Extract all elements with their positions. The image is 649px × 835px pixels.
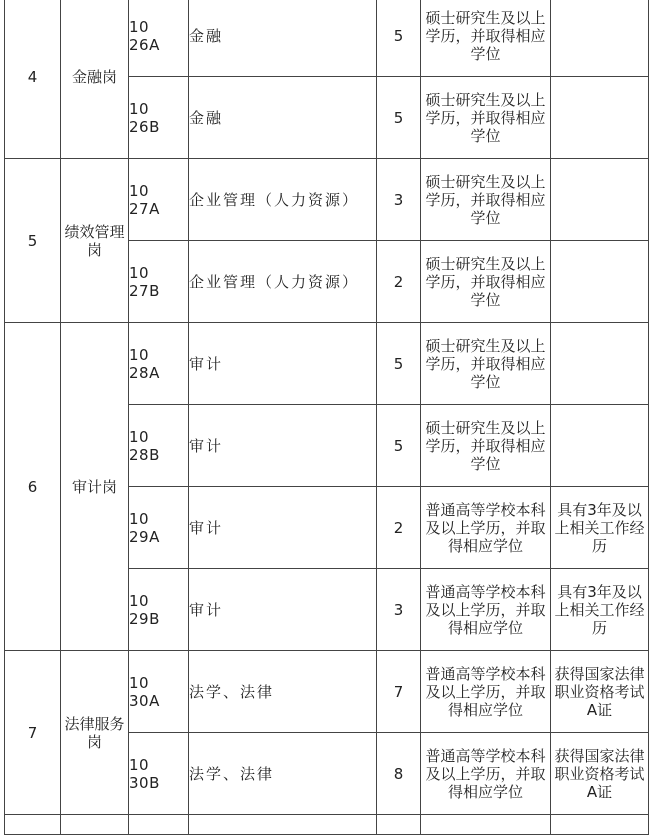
headcount-cell: 8 (377, 733, 421, 815)
table-row (5, 159, 649, 241)
post-code-cell (129, 159, 189, 241)
post-name-cell: 绩效管理岗 (61, 159, 129, 323)
education-cell: 硕士研究生及以上学历，并取得相应学位 (421, 323, 551, 405)
other-requirement-cell: 具有3年及以上相关工作经历 (551, 569, 649, 651)
post-code-suffix: 29A (129, 527, 160, 546)
education-cell: 普通高等学校本科及以上学历，并取得相应学位 (421, 733, 551, 815)
group-number-cell: 5 (5, 159, 61, 323)
table-row (5, 0, 649, 77)
major-cell: 审计 (189, 323, 377, 405)
major-cell: 审计 (189, 569, 377, 651)
education-cell: 硕士研究生及以上学历，并取得相应学位 (421, 0, 551, 77)
other-requirement-cell: 获得国家法律职业资格考试A证 (551, 733, 649, 815)
post-code-cell (129, 77, 189, 159)
major-cell: 法学、法律 (189, 733, 377, 815)
other-requirement-cell (551, 405, 649, 487)
post-code-prefix: 10 (129, 673, 150, 692)
education-cell: 硕士研究生及以上学历，并取得相应学位 (421, 241, 551, 323)
table-row (5, 651, 649, 733)
post-code-suffix: 29B (129, 609, 160, 628)
education-cell: 硕士研究生及以上学历，并取得相应学位 (421, 405, 551, 487)
other-requirement-cell (551, 77, 649, 159)
post-name-cell: 法律服务岗 (61, 651, 129, 815)
post-code-cell (129, 405, 189, 487)
headcount-cell: 7 (377, 651, 421, 733)
empty-cell (5, 815, 61, 835)
post-code-prefix: 10 (129, 17, 150, 36)
post-code-prefix: 10 (129, 509, 150, 528)
headcount-cell: 5 (377, 323, 421, 405)
empty-cell (129, 815, 189, 835)
post-code-prefix: 10 (129, 181, 150, 200)
major-cell: 企业管理（人力资源） (189, 159, 377, 241)
post-code-prefix: 10 (129, 263, 150, 282)
major-cell: 金融 (189, 0, 377, 77)
empty-cell (421, 815, 551, 835)
post-code-cell (129, 487, 189, 569)
other-requirement-cell (551, 0, 649, 77)
empty-cell (189, 815, 377, 835)
other-requirement-cell: 具有3年及以上相关工作经历 (551, 487, 649, 569)
group-number-cell: 6 (5, 323, 61, 651)
empty-cell (61, 815, 129, 835)
post-code-cell (129, 241, 189, 323)
education-cell: 普通高等学校本科及以上学历，并取得相应学位 (421, 569, 551, 651)
post-code-suffix: 28A (129, 363, 160, 382)
post-code-suffix: 26B (129, 117, 160, 136)
post-code-prefix: 10 (129, 591, 150, 610)
post-code-cell (129, 651, 189, 733)
post-code-suffix: 30A (129, 691, 160, 710)
post-code-prefix: 10 (129, 427, 150, 446)
post-code-suffix: 27B (129, 281, 160, 300)
education-cell: 普通高等学校本科及以上学历，并取得相应学位 (421, 487, 551, 569)
other-requirement-cell: 获得国家法律职业资格考试A证 (551, 651, 649, 733)
post-code-cell (129, 733, 189, 815)
headcount-cell: 5 (377, 77, 421, 159)
other-requirement-cell (551, 159, 649, 241)
education-cell: 普通高等学校本科及以上学历，并取得相应学位 (421, 651, 551, 733)
post-code-suffix: 30B (129, 773, 160, 792)
table-row (5, 815, 649, 835)
post-code-prefix: 10 (129, 755, 150, 774)
group-number-cell: 4 (5, 0, 61, 159)
post-code-suffix: 26A (129, 35, 160, 54)
other-requirement-cell (551, 241, 649, 323)
post-code-suffix: 28B (129, 445, 160, 464)
table-body (5, 0, 649, 835)
post-code-cell (129, 0, 189, 77)
major-cell: 法学、法律 (189, 651, 377, 733)
major-cell: 审计 (189, 405, 377, 487)
post-name-cell: 金融岗 (61, 0, 129, 159)
major-cell: 金融 (189, 77, 377, 159)
post-code-prefix: 10 (129, 345, 150, 364)
group-number-cell: 7 (5, 651, 61, 815)
headcount-cell: 3 (377, 569, 421, 651)
post-code-cell (129, 569, 189, 651)
table-row (5, 323, 649, 405)
major-cell: 企业管理（人力资源） (189, 241, 377, 323)
headcount-cell: 5 (377, 0, 421, 77)
other-requirement-cell (551, 323, 649, 405)
education-cell: 硕士研究生及以上学历，并取得相应学位 (421, 77, 551, 159)
headcount-cell: 2 (377, 241, 421, 323)
empty-cell (377, 815, 421, 835)
post-code-prefix: 10 (129, 99, 150, 118)
headcount-cell: 3 (377, 159, 421, 241)
headcount-cell: 5 (377, 405, 421, 487)
post-name-cell: 审计岗 (61, 323, 129, 651)
post-code-suffix: 27A (129, 199, 160, 218)
education-cell: 硕士研究生及以上学历，并取得相应学位 (421, 159, 551, 241)
post-code-cell (129, 323, 189, 405)
recruitment-table (4, 0, 649, 835)
empty-cell (551, 815, 649, 835)
major-cell: 审计 (189, 487, 377, 569)
headcount-cell: 2 (377, 487, 421, 569)
